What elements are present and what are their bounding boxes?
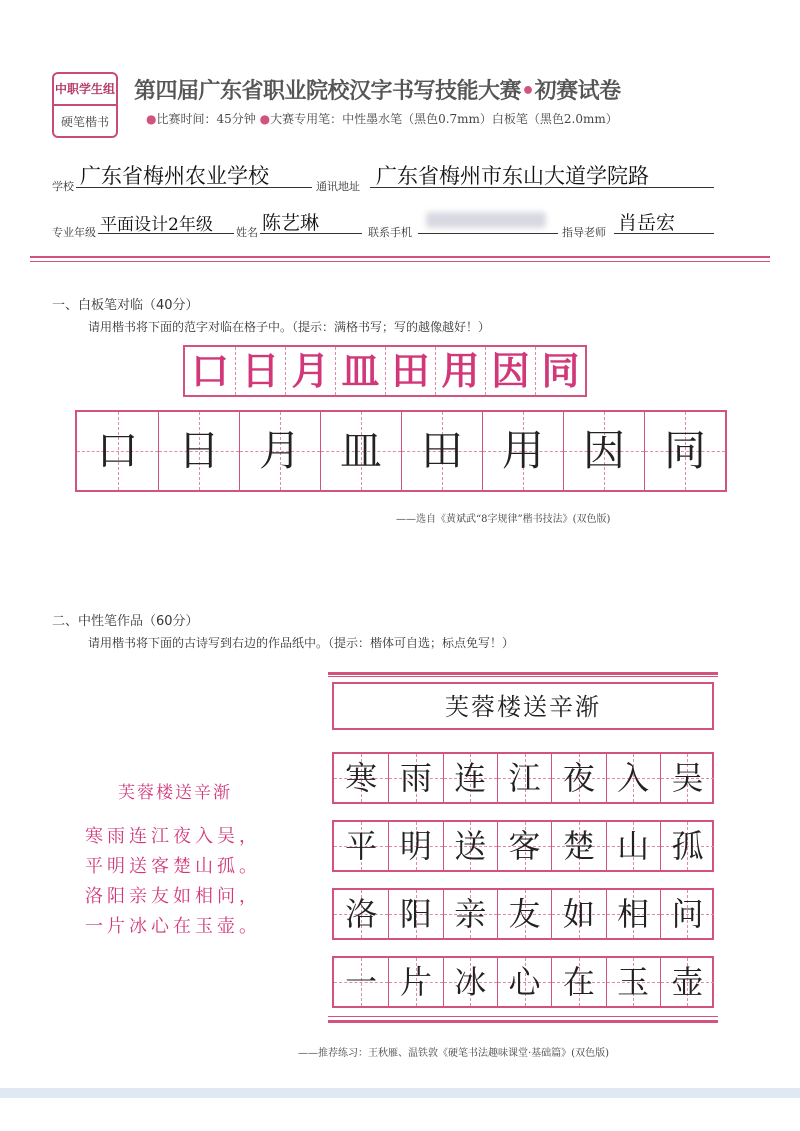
work-paper-cell[interactable] [497, 822, 551, 870]
work-paper-row [332, 888, 714, 940]
model-char: 同 [535, 347, 585, 395]
work-paper-cell[interactable] [551, 958, 605, 1006]
work-paper-cell[interactable] [388, 754, 442, 802]
badge-group-label: 中职学生组 [54, 74, 116, 106]
poem-title: 芙蓉楼送辛渐 [118, 783, 232, 803]
work-paper-char: 吴 [671, 759, 704, 797]
work-paper-char: 冰 [454, 963, 487, 1001]
work-paper-cell[interactable] [660, 754, 714, 802]
practice-char: 口 [96, 426, 139, 475]
teacher-value: 肖岳宏 [618, 212, 676, 234]
model-char: 因 [485, 347, 535, 395]
school-field[interactable] [76, 160, 312, 188]
title-main: 第四届广东省职业院校汉字书写技能大赛 [134, 79, 522, 104]
name-value: 陈艺琳 [262, 212, 320, 234]
work-paper-top-bar [328, 676, 718, 677]
section2-heading: 二、中性笔作品（60分） [52, 614, 199, 629]
work-paper-char: 阳 [399, 895, 432, 933]
work-paper-cell[interactable] [660, 958, 714, 1006]
address-value: 广东省梅州市东山大道学院路 [376, 164, 649, 188]
name-field[interactable] [260, 208, 362, 234]
work-paper-char: 客 [508, 827, 541, 865]
title-dot: • [521, 79, 535, 104]
practice-char: 月 [258, 426, 301, 475]
section1-credit: ——选自《黄斌武“8字规律”楷书技法》(双色版) [396, 514, 611, 525]
model-char: 口 [190, 348, 229, 393]
major-field[interactable] [98, 208, 234, 234]
phone-label: 联系手机 [368, 226, 412, 239]
practice-char: 用 [501, 426, 544, 475]
redacted-phone [426, 212, 546, 228]
model-char: 皿 [335, 347, 385, 395]
work-paper-char: 友 [508, 895, 541, 933]
work-paper-char: 送 [454, 827, 487, 865]
practice-char: 日 [177, 426, 220, 475]
work-paper-cell[interactable] [551, 890, 605, 938]
work-paper-char: 壶 [671, 963, 704, 1001]
work-paper-char: 入 [617, 759, 650, 797]
exam-time: 比赛时间：45分钟 [156, 112, 256, 126]
model-characters [183, 345, 587, 397]
work-paper-char: 孤 [671, 827, 704, 865]
work-paper-char: 玉 [617, 963, 650, 1001]
exam-pen: 大赛专用笔：中性墨水笔（黑色0.7mm）白板笔（黑色2.0mm） [270, 112, 618, 126]
work-paper-char: 寒 [345, 759, 378, 797]
work-paper-cell[interactable] [388, 958, 442, 1006]
divider [30, 261, 770, 262]
work-paper-char: 问 [671, 895, 704, 933]
bullet-icon: ● [146, 112, 157, 126]
work-paper-cell[interactable] [443, 822, 497, 870]
work-paper-cell[interactable] [388, 890, 442, 938]
section1-instruction: 请用楷书将下面的范字对临在格子中。（提示：满格书写；写的越像越好！） [88, 320, 491, 334]
name-label: 姓名 [236, 226, 258, 239]
work-paper-cell[interactable] [443, 890, 497, 938]
practice-char: 因 [582, 426, 625, 475]
work-paper-row [332, 820, 714, 872]
section1-heading: 一、白板笔对临（40分） [52, 298, 199, 313]
work-paper-char: 江 [508, 759, 541, 797]
work-paper-row [332, 752, 714, 804]
work-paper-cell[interactable] [551, 754, 605, 802]
work-paper-cell[interactable] [606, 890, 660, 938]
work-paper-cell[interactable] [334, 754, 388, 802]
poem-line: 洛阳亲友如相问， [85, 886, 261, 907]
work-paper[interactable] [328, 672, 718, 1024]
poem-line: 寒雨连江夜入吴， [85, 826, 261, 847]
work-paper-char: 明 [399, 827, 432, 865]
work-paper-top-bar [328, 672, 718, 675]
practice-cell[interactable] [239, 412, 320, 490]
practice-char: 田 [420, 426, 463, 475]
work-paper-cell[interactable] [334, 822, 388, 870]
phone-field[interactable] [418, 208, 558, 234]
work-paper-cell[interactable] [551, 822, 605, 870]
section2-instruction: 请用楷书将下面的古诗写到右边的作品纸中。（提示：楷体可自选；标点免写！） [88, 636, 515, 650]
divider [30, 256, 770, 258]
work-paper-char: 相 [617, 895, 650, 933]
scan-edge [0, 1088, 800, 1098]
work-paper-title: 芙蓉楼送辛渐 [332, 682, 714, 730]
school-label: 学校 [52, 180, 74, 193]
teacher-label: 指导老师 [562, 226, 606, 239]
work-paper-cell[interactable] [606, 822, 660, 870]
practice-cell[interactable] [644, 412, 725, 490]
work-paper-char: 心 [508, 963, 541, 1001]
work-paper-cell[interactable] [606, 958, 660, 1006]
practice-cell[interactable] [482, 412, 563, 490]
address-label: 通讯地址 [316, 180, 360, 193]
poem-line: 一片冰心在玉壶。 [85, 916, 261, 937]
badge-style-label: 硬笔楷书 [60, 115, 109, 129]
model-char: 田 [385, 347, 435, 395]
practice-char: 同 [663, 426, 706, 475]
work-paper-cell[interactable] [497, 890, 551, 938]
group-badge [52, 72, 118, 138]
work-paper-char: 雨 [399, 759, 432, 797]
work-paper-cell[interactable] [497, 754, 551, 802]
work-paper-cell[interactable] [497, 958, 551, 1006]
model-char: 日 [235, 347, 285, 395]
work-paper-bottom-bar [328, 1016, 718, 1017]
work-paper-cell[interactable] [334, 890, 388, 938]
practice-cell[interactable] [401, 412, 482, 490]
section2-credit: ——推荐练习：王秋雁、温铁敦《硬笔书法趣味课堂·基础篇》(双色版) [298, 1048, 609, 1059]
major-value: 平面设计2年级 [100, 215, 213, 235]
work-paper-cell[interactable] [606, 754, 660, 802]
work-paper-cell[interactable] [443, 958, 497, 1006]
work-paper-row [332, 956, 714, 1008]
work-paper-cell[interactable] [660, 822, 714, 870]
poem-line: 平明送客楚山孤。 [85, 856, 261, 877]
model-char: 月 [285, 347, 335, 395]
work-paper-char: 夜 [562, 759, 595, 797]
practice-char: 皿 [339, 426, 382, 475]
school-value: 广东省梅州农业学校 [80, 164, 269, 188]
practice-cell[interactable] [77, 412, 158, 490]
work-paper-char: 如 [562, 895, 595, 933]
teacher-field[interactable] [614, 208, 714, 234]
major-label: 专业年级 [52, 226, 96, 239]
work-paper-char: 楚 [562, 827, 595, 865]
work-paper-char: 山 [617, 827, 650, 865]
work-paper-cell[interactable] [443, 754, 497, 802]
work-paper-cell[interactable] [334, 958, 388, 1006]
work-paper-char: 连 [454, 759, 487, 797]
work-paper-cell[interactable] [388, 822, 442, 870]
page-title [134, 74, 621, 105]
work-paper-char: 亲 [454, 895, 487, 933]
work-paper-char: 在 [562, 963, 595, 1001]
practice-grid[interactable] [75, 410, 727, 492]
work-paper-bottom-bar [328, 1020, 718, 1023]
work-paper-char: 一 [345, 963, 378, 1001]
exam-info [146, 110, 618, 127]
bullet-icon: ● [259, 112, 271, 126]
work-paper-char: 平 [345, 827, 378, 865]
title-tail: 初赛试卷 [534, 79, 621, 104]
work-paper-char: 片 [399, 963, 432, 1001]
practice-cell[interactable] [320, 412, 401, 490]
practice-cell[interactable] [158, 412, 239, 490]
work-paper-char: 洛 [345, 895, 378, 933]
model-char: 用 [435, 347, 485, 395]
practice-cell[interactable] [563, 412, 644, 490]
address-field[interactable] [370, 160, 714, 188]
work-paper-cell[interactable] [660, 890, 714, 938]
